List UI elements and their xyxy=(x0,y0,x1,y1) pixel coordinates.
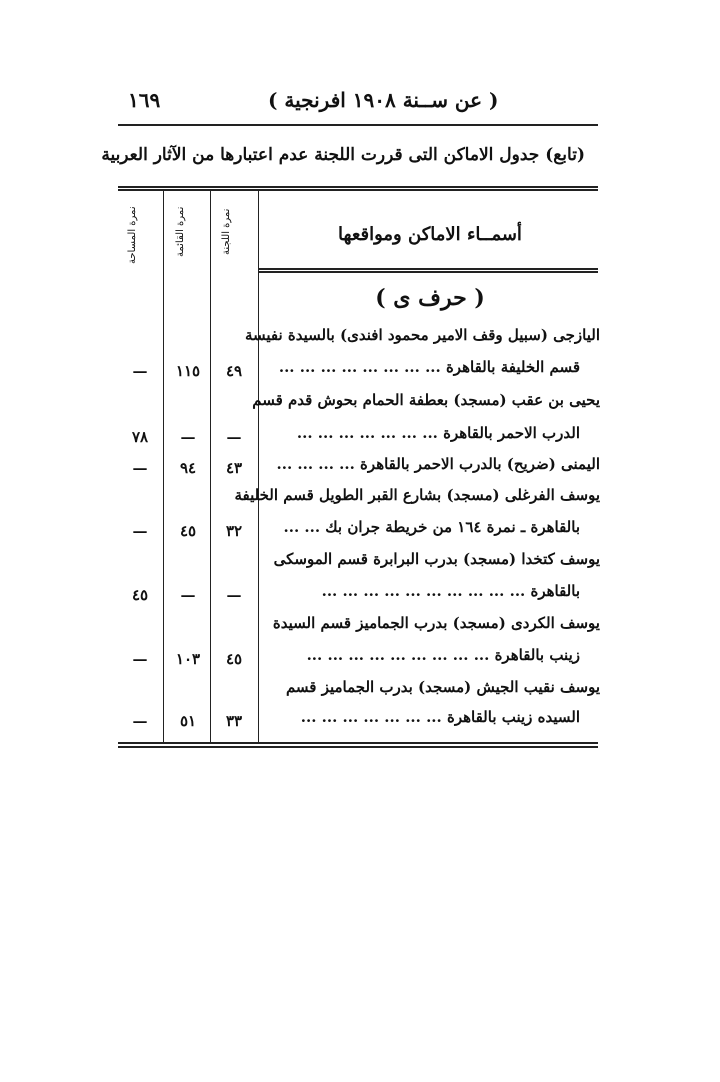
committee-number-cell: ٤٩ xyxy=(225,362,243,380)
entry-text: السيده زينب بالقاهرة ... ... ... ... ... ... ... xyxy=(300,708,580,726)
survey-number-header: نمرة المساحة xyxy=(127,206,138,264)
survey-number-cell: ٤٥ xyxy=(131,586,149,604)
column-divider xyxy=(163,190,164,742)
list-number-cell: — xyxy=(180,428,196,446)
committee-number-header: نمرة اللجنة xyxy=(221,208,232,256)
list-number-cell: ٥١ xyxy=(179,712,197,730)
committee-number-cell: — xyxy=(226,586,242,604)
committee-number-cell: ٤٣ xyxy=(225,459,243,477)
entry-text: بالقاهرة ـ نمرة ١٦٤ من خريطة جران بك ... ... xyxy=(283,518,580,536)
header-row-rule xyxy=(258,268,598,270)
list-number-cell: ١١٥ xyxy=(175,362,201,380)
committee-number-cell: ٤٥ xyxy=(225,650,243,668)
column-divider xyxy=(210,190,211,742)
survey-number-cell: — xyxy=(132,362,148,380)
survey-number-cell: ٧٨ xyxy=(131,428,149,446)
survey-number-cell: — xyxy=(132,650,148,668)
committee-number-cell: — xyxy=(226,428,242,446)
running-head: ( عن ســنة ١٩٠٨ افرنجية ) xyxy=(268,88,499,112)
entry-text: يوسف نقيب الجيش (مسجد) بدرب الجماميز قسم xyxy=(285,678,600,696)
entry-text: يحيى بن عقب (مسجد) بعطفة الحمام بحوش قدم قسم xyxy=(252,391,600,409)
entry-text: بالقاهرة ... ... ... ... ... ... ... ... ... ... xyxy=(321,582,580,600)
survey-number-cell: — xyxy=(132,522,148,540)
table-top-rule xyxy=(118,186,598,188)
entry-text: يوسف الكردى (مسجد) بدرب الجماميز قسم السيدة xyxy=(272,614,600,632)
list-number-cell: ١٠٣ xyxy=(175,650,201,668)
list-number-cell: ٩٤ xyxy=(179,459,197,477)
list-number-cell: — xyxy=(180,586,196,604)
entry-text: اليازجى (سبيل وقف الامير محمود افندى) بالسيدة نفيسة xyxy=(244,326,600,344)
entry-text: يوسف كتخدا (مسجد) بدرب البرابرة قسم الموسكى xyxy=(273,550,600,568)
header-row-rule-double xyxy=(258,271,598,273)
survey-number-cell: — xyxy=(132,712,148,730)
page-number: ١٦٩ xyxy=(128,88,161,112)
page-header xyxy=(118,88,598,118)
entry-text: زينب بالقاهرة ... ... ... ... ... ... ... ... ... xyxy=(306,646,580,664)
entry-text: اليمنى (ضريح) بالدرب الاحمر بالقاهرة ... ... ... ... xyxy=(276,455,600,473)
entry-text: قسم الخليفة بالقاهرة ... ... ... ... ... ... ... ... xyxy=(278,358,580,376)
list-number-cell: ٤٥ xyxy=(179,522,197,540)
list-number-header: نمرة القائمة xyxy=(175,206,186,258)
survey-number-cell: — xyxy=(132,459,148,477)
committee-number-cell: ٣٢ xyxy=(225,522,243,540)
names-column-header: أسمــاء الاماكن ومواقعها xyxy=(338,224,522,245)
table-bottom-rule-double xyxy=(118,746,598,748)
header-rule xyxy=(118,124,598,126)
table-top-rule-double xyxy=(118,189,598,191)
table-caption: (تابع) جدول الاماكن التى قررت اللجنة عدم اعتبارها من الآثار العربية xyxy=(101,145,585,165)
table-bottom-rule xyxy=(118,742,598,744)
letter-heading: ( حرف ى ) xyxy=(375,285,485,311)
committee-number-cell: ٣٣ xyxy=(225,712,243,730)
entry-text: يوسف الفرغلى (مسجد) بشارع القبر الطويل قسم الخليفة xyxy=(234,486,600,504)
entry-text: الدرب الاحمر بالقاهرة ... ... ... ... ... ... ... xyxy=(296,424,580,442)
